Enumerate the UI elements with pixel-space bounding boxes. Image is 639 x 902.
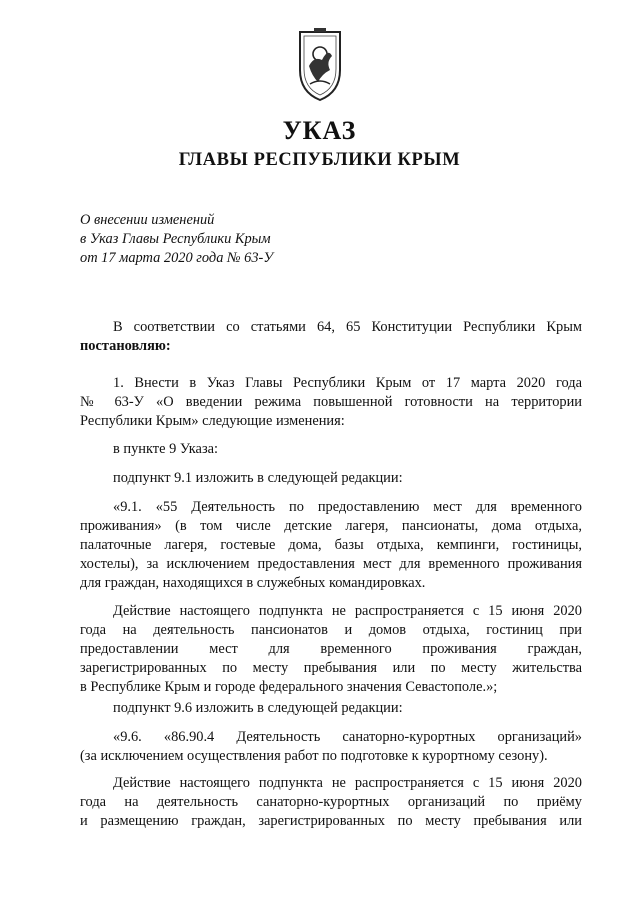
text-line: проживания» (в том числе детские лагеря, пансионаты, дома отдыха,: [80, 518, 582, 534]
item-1-line: № 63-У «О введении режима повышенной готовности на территории: [80, 394, 582, 410]
subject-line: от 17 марта 2020 года № 63-У: [80, 250, 274, 266]
text-line: и размещению граждан, зарегистрированных по месту пребывания или: [80, 813, 582, 829]
text-line: для граждан, находящихся в служебных командировках.: [80, 575, 426, 591]
text-line: зарегистрированных по месту пребывания или по месту жительства: [80, 660, 582, 676]
subpoint-9-1-effect: [80, 602, 582, 697]
text-line: предоставлении мест для временного проживания граждан,: [80, 641, 582, 657]
text-line: «9.1. «55 Деятельность по предоставлению мест для временного: [113, 499, 582, 515]
preamble-resolve: постановляю:: [80, 338, 171, 354]
item-1: [80, 374, 582, 431]
item-1-line: 1. Внести в Указ Главы Республики Крым от 17 марта 2020 года: [113, 375, 582, 391]
subpoint-9-6-intro: подпункт 9.6 изложить в следующей редакции:: [113, 700, 403, 716]
crimea-coat-of-arms-icon: [296, 26, 344, 102]
text-line: хостелы), за исключением предоставления мест для временного проживания: [80, 556, 582, 572]
text-line: Действие настоящего подпункта не распространяется с 15 июня 2020: [113, 775, 582, 791]
text-line: года на деятельность санаторно-курортных организаций по приёму: [80, 794, 582, 810]
decree-title: УКАЗ: [282, 116, 357, 145]
point-9-heading: в пункте 9 Указа:: [113, 441, 219, 457]
subpoint-9-1-intro: подпункт 9.1 изложить в следующей редакции:: [113, 470, 403, 486]
text-line: года на деятельность пансионатов и домов отдыха, гостиниц при: [80, 622, 582, 638]
preamble: [80, 318, 582, 356]
text-line: палаточные лагеря, гостевые дома, базы отдыха, кемпинги, гостиницы,: [80, 537, 582, 553]
decree-issuer: ГЛАВЫ РЕСПУБЛИКИ КРЫМ: [178, 150, 461, 170]
text-line: в Республике Крым и городе федерального значения Севастополе.»;: [80, 679, 498, 695]
preamble-line: В соответствии со статьями 64, 65 Конституции Республики Крым: [113, 319, 582, 335]
subject-line: О внесении изменений: [80, 212, 215, 228]
subpoint-9-1-text: [80, 498, 582, 593]
item-1-line: Республики Крым» следующие изменения:: [80, 413, 345, 429]
subpoint-9-6-effect: [80, 774, 582, 831]
subpoint-9-6-text: [80, 728, 582, 766]
subject-line: в Указ Главы Республики Крым: [80, 231, 271, 247]
text-line: (за исключением осуществления работ по подготовке к курортному сезону).: [80, 748, 548, 764]
decree-subject: [80, 211, 273, 268]
text-line: «9.6. «86.90.4 Деятельность санаторно-курортных организаций»: [113, 729, 582, 745]
text-line: Действие настоящего подпункта не распространяется с 15 июня 2020: [113, 603, 582, 619]
